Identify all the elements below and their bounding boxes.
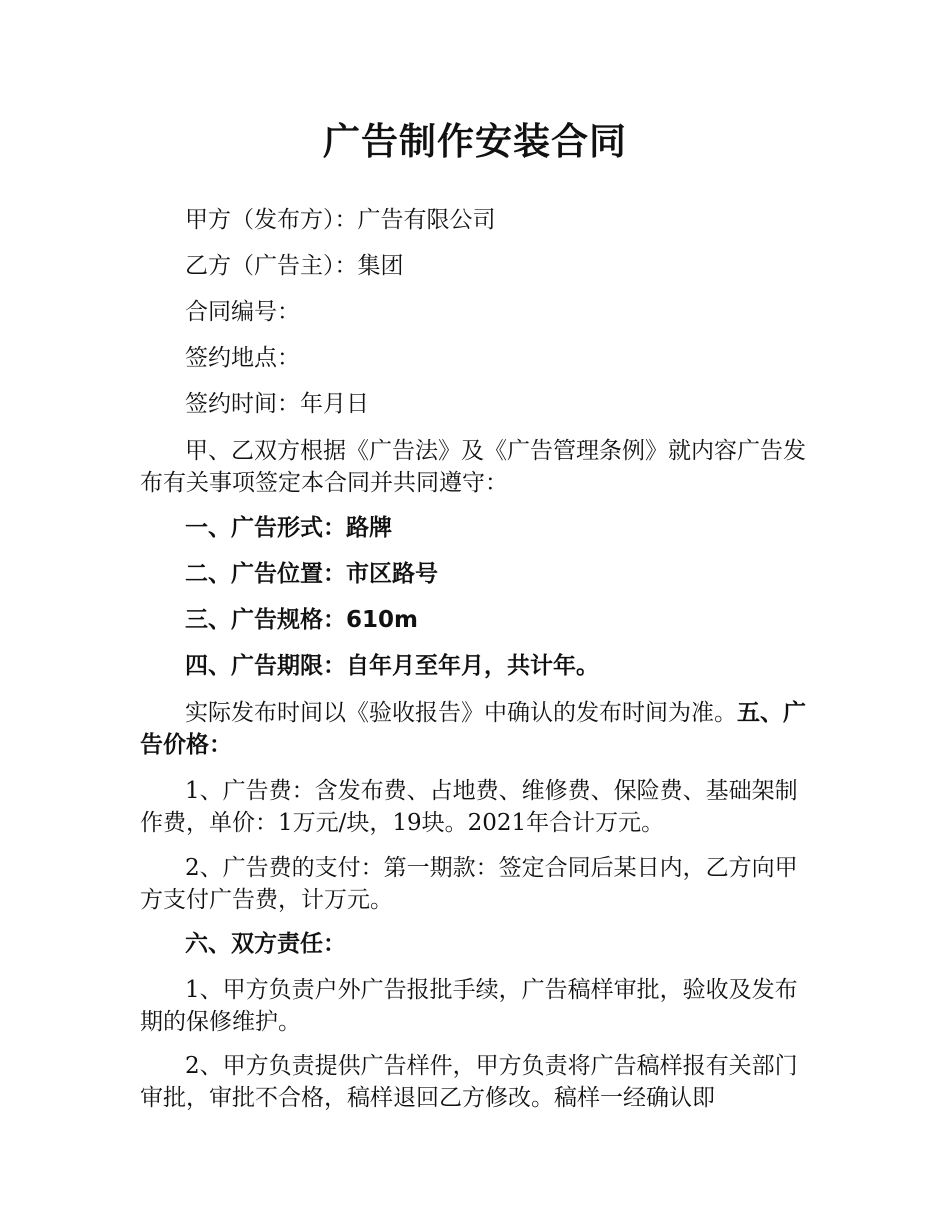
section-ad-location: 二、广告位置：市区路号 [185, 561, 438, 587]
contract-number-line: 合同编号： [185, 299, 300, 325]
responsibility-item-1: 1、甲方负责户外广告报批手续，广告稿样审批，验收及发布期的保修维护。 [140, 977, 798, 1035]
section-ad-price-heading: 五、广告价格： [140, 700, 806, 758]
responsibility-item-2: 2、甲方负责提供广告样件，甲方负责将广告稿样报有关部门审批，审批不合格，稿样退回乙方修改。稿样一经确认即 [140, 1053, 798, 1111]
section-responsibilities-heading: 六、双方责任： [185, 931, 346, 957]
section-ad-period: 四、广告期限：自年月至年月，共计年。 [185, 653, 599, 679]
party-a-line: 甲方（发布方）：广告有限公司 [185, 207, 496, 233]
document-title: 广告制作安装合同 [323, 120, 627, 163]
period-note-text: 实际发布时间以《验收报告》中确认的发布时间为准。 [185, 700, 737, 726]
intro-paragraph: 甲、乙双方根据《广告法》及《广告管理条例》就内容广告发布有关事项签定本合同并共同遵守： [140, 438, 806, 496]
price-item-payment: 2、广告费的支付：第一期款：签定合同后某日内，乙方向甲方支付广告费，计万元。 [140, 855, 798, 913]
signing-place-line: 签约地点： [185, 345, 300, 371]
period-note-paragraph [140, 697, 820, 761]
signing-time-line: 签约时间：年月日 [185, 391, 369, 417]
section-ad-size: 三、广告规格：610m [185, 607, 418, 633]
section-ad-form: 一、广告形式：路牌 [185, 515, 392, 541]
party-b-line: 乙方（广告主）：集团 [185, 253, 404, 279]
price-item-fee: 1、广告费：含发布费、占地费、维修费、保险费、基础架制作费，单价：1万元/块，19块。2021年合计万元。 [140, 778, 798, 836]
